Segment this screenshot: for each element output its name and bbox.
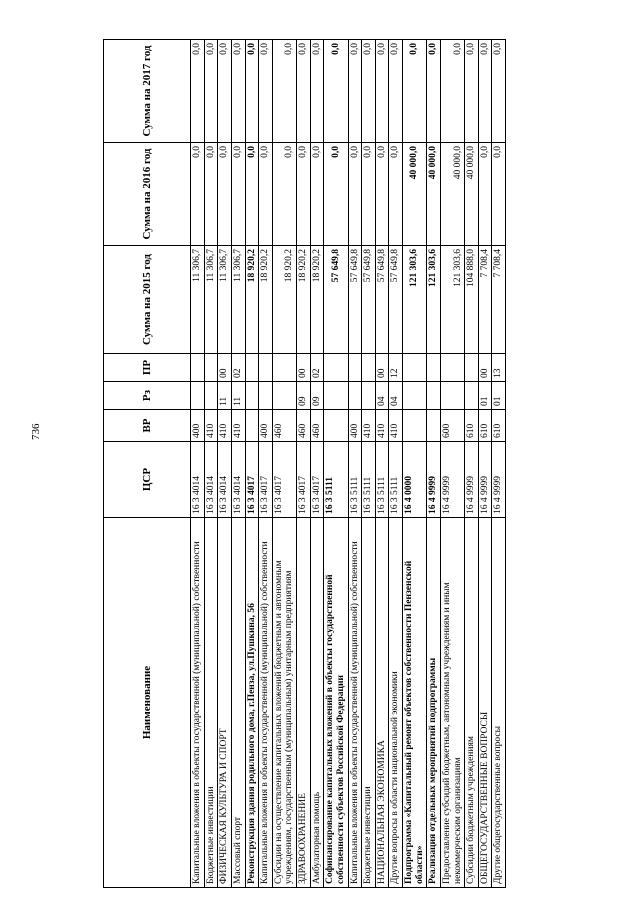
row-name: ЗДРАВООХРАНЕНИЕ <box>297 518 311 888</box>
row-pr <box>259 354 273 382</box>
row-amount-2016: 40 000,0 <box>403 143 427 246</box>
row-pr <box>324 354 348 382</box>
row-name: Другие общегосударственные вопросы <box>492 518 506 888</box>
row-amount-2016: 0,0 <box>204 143 218 246</box>
row-pr: 00 <box>297 354 311 382</box>
table-row <box>310 40 324 888</box>
row-name: Капитальные вложения в объекты государственной (муниципальной) собственности <box>259 518 273 888</box>
row-amount-2015: 18 920,2 <box>272 246 296 354</box>
row-name: Бюджетные инвестиции <box>204 518 218 888</box>
table-row <box>465 40 479 888</box>
budget-table <box>103 39 506 888</box>
row-amount-2015: 57 649,8 <box>389 246 403 354</box>
row-amount-2015: 11 306,7 <box>191 246 205 354</box>
table-row <box>375 40 389 888</box>
row-name: ОБЩЕГОСУДАРСТВЕННЫЕ ВОПРОСЫ <box>478 518 492 888</box>
row-vr: 410 <box>231 410 245 442</box>
row-name: ФИЗИЧЕСКАЯ КУЛЬТУРА И СПОРТ <box>218 518 232 888</box>
row-amount-2017: 0,0 <box>310 40 324 143</box>
row-pr <box>427 354 441 382</box>
row-csr: 16 3 4017 <box>272 442 296 518</box>
row-rz: 01 <box>492 382 506 410</box>
row-vr: 400 <box>191 410 205 442</box>
table-row <box>427 40 441 888</box>
row-csr: 16 3 5111 <box>324 442 348 518</box>
row-vr: 610 <box>492 410 506 442</box>
row-pr: 00 <box>478 354 492 382</box>
header-csr: ЦСР <box>104 442 191 518</box>
row-vr <box>427 410 441 442</box>
table-row <box>272 40 296 888</box>
table-header-row <box>104 40 191 888</box>
table-row <box>440 40 464 888</box>
table-row <box>218 40 232 888</box>
row-rz: 09 <box>310 382 324 410</box>
table-row <box>362 40 376 888</box>
table-row <box>348 40 362 888</box>
row-amount-2016: 40 000,0 <box>440 143 464 246</box>
row-amount-2017: 0,0 <box>231 40 245 143</box>
row-amount-2017: 0,0 <box>245 40 259 143</box>
row-rz <box>465 382 479 410</box>
row-rz: 04 <box>389 382 403 410</box>
row-vr <box>324 410 348 442</box>
row-amount-2017: 0,0 <box>440 40 464 143</box>
row-amount-2015: 57 649,8 <box>324 246 348 354</box>
row-rz: 04 <box>375 382 389 410</box>
row-csr: 16 4 9999 <box>427 442 441 518</box>
table-row <box>204 40 218 888</box>
row-vr: 460 <box>297 410 311 442</box>
row-amount-2015: 57 649,8 <box>362 246 376 354</box>
row-rz: 11 <box>231 382 245 410</box>
table-row <box>297 40 311 888</box>
row-amount-2015: 121 303,6 <box>427 246 441 354</box>
row-amount-2015: 121 303,6 <box>440 246 464 354</box>
row-pr <box>272 354 296 382</box>
table-row <box>492 40 506 888</box>
row-amount-2015: 104 888,0 <box>465 246 479 354</box>
row-csr: 16 3 5111 <box>348 442 362 518</box>
row-rz <box>440 382 464 410</box>
page-number: 736 <box>30 423 42 440</box>
row-amount-2017: 0,0 <box>204 40 218 143</box>
row-name: Субсидии бюджетным учреждениям <box>465 518 479 888</box>
row-pr <box>245 354 259 382</box>
row-csr: 16 3 4014 <box>191 442 205 518</box>
row-amount-2017: 0,0 <box>375 40 389 143</box>
table-body <box>191 40 506 888</box>
row-amount-2017: 0,0 <box>259 40 273 143</box>
row-amount-2016: 0,0 <box>272 143 296 246</box>
table-row <box>245 40 259 888</box>
header-2016: Сумма на 2016 год <box>104 143 191 246</box>
row-csr: 16 4 9999 <box>440 442 464 518</box>
header-vr: ВР <box>104 410 191 442</box>
row-pr: 02 <box>231 354 245 382</box>
row-amount-2016: 0,0 <box>259 143 273 246</box>
row-amount-2015: 18 920,2 <box>297 246 311 354</box>
row-csr: 16 3 5111 <box>389 442 403 518</box>
row-amount-2017: 0,0 <box>324 40 348 143</box>
row-amount-2017: 0,0 <box>465 40 479 143</box>
row-name: Массовый спорт <box>231 518 245 888</box>
row-name: НАЦИОНАЛЬНАЯ ЭКОНОМИКА <box>375 518 389 888</box>
row-amount-2016: 0,0 <box>310 143 324 246</box>
row-rz: 11 <box>218 382 232 410</box>
row-vr: 400 <box>259 410 273 442</box>
row-amount-2016: 0,0 <box>492 143 506 246</box>
row-name: Амбулаторная помощь <box>310 518 324 888</box>
row-name: Капитальные вложения в объекты государственной (муниципальной) собственности <box>191 518 205 888</box>
row-pr: 00 <box>218 354 232 382</box>
row-amount-2016: 0,0 <box>231 143 245 246</box>
row-vr: 410 <box>375 410 389 442</box>
row-pr <box>348 354 362 382</box>
row-amount-2017: 0,0 <box>427 40 441 143</box>
row-amount-2015: 57 649,8 <box>348 246 362 354</box>
row-amount-2015: 18 920,2 <box>259 246 273 354</box>
row-amount-2016: 40 000,0 <box>465 143 479 246</box>
row-name: Реконструкция здания родильного дома, г.Пенза, ул.Пушкина, 56 <box>245 518 259 888</box>
row-amount-2016: 0,0 <box>362 143 376 246</box>
row-vr: 460 <box>310 410 324 442</box>
row-pr: 00 <box>375 354 389 382</box>
row-csr: 16 3 4017 <box>245 442 259 518</box>
row-amount-2015: 11 306,7 <box>218 246 232 354</box>
header-rz: Рз <box>104 382 191 410</box>
row-amount-2017: 0,0 <box>403 40 427 143</box>
row-rz: 09 <box>297 382 311 410</box>
row-rz <box>324 382 348 410</box>
row-csr: 16 4 9999 <box>465 442 479 518</box>
row-amount-2016: 0,0 <box>297 143 311 246</box>
row-csr: 16 4 9999 <box>478 442 492 518</box>
row-csr: 16 3 4014 <box>231 442 245 518</box>
row-rz <box>403 382 427 410</box>
row-amount-2016: 0,0 <box>375 143 389 246</box>
row-amount-2015: 18 920,2 <box>310 246 324 354</box>
row-amount-2017: 0,0 <box>348 40 362 143</box>
row-csr: 16 3 4017 <box>310 442 324 518</box>
table-row <box>231 40 245 888</box>
table-row <box>259 40 273 888</box>
row-csr: 16 3 4014 <box>218 442 232 518</box>
row-pr <box>191 354 205 382</box>
row-amount-2017: 0,0 <box>389 40 403 143</box>
row-amount-2015: 57 649,8 <box>375 246 389 354</box>
row-amount-2016: 0,0 <box>348 143 362 246</box>
row-amount-2015: 7 708,4 <box>492 246 506 354</box>
row-name: Реализация отдельных мероприятий подпрограммы <box>427 518 441 888</box>
row-vr: 610 <box>465 410 479 442</box>
row-rz <box>191 382 205 410</box>
row-amount-2017: 0,0 <box>492 40 506 143</box>
row-vr: 600 <box>440 410 464 442</box>
row-vr: 610 <box>478 410 492 442</box>
row-pr <box>362 354 376 382</box>
row-amount-2016: 0,0 <box>324 143 348 246</box>
row-pr <box>204 354 218 382</box>
row-rz <box>245 382 259 410</box>
row-name: Субсидии на осуществление капитальных вложений бюджетным и автономным учреждениям, государственным (муниципальным) унитарным предприятиям <box>272 518 296 888</box>
row-name: Другие вопросы в области национальной экономики <box>389 518 403 888</box>
table-row <box>403 40 427 888</box>
row-vr <box>403 410 427 442</box>
table-row <box>389 40 403 888</box>
row-amount-2015: 7 708,4 <box>478 246 492 354</box>
row-pr: 12 <box>389 354 403 382</box>
row-pr: 02 <box>310 354 324 382</box>
row-amount-2015: 11 306,7 <box>231 246 245 354</box>
row-vr: 410 <box>218 410 232 442</box>
row-amount-2015: 121 303,6 <box>403 246 427 354</box>
row-amount-2017: 0,0 <box>272 40 296 143</box>
row-vr: 460 <box>272 410 296 442</box>
row-rz <box>204 382 218 410</box>
header-name: Наименование <box>104 518 191 888</box>
row-amount-2016: 0,0 <box>218 143 232 246</box>
row-vr: 400 <box>348 410 362 442</box>
row-pr <box>465 354 479 382</box>
row-amount-2016: 40 000,0 <box>427 143 441 246</box>
row-csr: 16 4 0000 <box>403 442 427 518</box>
row-csr: 16 4 9999 <box>492 442 506 518</box>
header-2015: Сумма на 2015 год <box>104 246 191 354</box>
row-vr: 410 <box>362 410 376 442</box>
row-rz: 01 <box>478 382 492 410</box>
row-csr: 16 3 4017 <box>259 442 273 518</box>
table-row <box>478 40 492 888</box>
row-name: Софинансирование капитальных вложений в объекты государственной собственности субъектов Российской Федерации <box>324 518 348 888</box>
row-amount-2017: 0,0 <box>478 40 492 143</box>
table-row <box>191 40 205 888</box>
row-pr: 13 <box>492 354 506 382</box>
row-amount-2016: 0,0 <box>389 143 403 246</box>
row-csr: 16 3 4014 <box>204 442 218 518</box>
row-vr <box>245 410 259 442</box>
header-2017: Сумма на 2017 год <box>104 40 191 143</box>
row-name: Подпрограмма «Капитальный ремонт объектов собственности Пензенской области» <box>403 518 427 888</box>
row-name: Бюджетные инвестиции <box>362 518 376 888</box>
table-row <box>324 40 348 888</box>
row-rz <box>348 382 362 410</box>
row-rz <box>427 382 441 410</box>
header-pr: ПР <box>104 354 191 382</box>
row-vr: 410 <box>204 410 218 442</box>
row-amount-2016: 0,0 <box>191 143 205 246</box>
row-name: Предоставление субсидий бюджетным, автономным учреждениям и иным некоммерческим организациям <box>440 518 464 888</box>
row-amount-2017: 0,0 <box>191 40 205 143</box>
row-rz <box>272 382 296 410</box>
row-pr <box>440 354 464 382</box>
row-csr: 16 3 5111 <box>375 442 389 518</box>
row-csr: 16 3 5111 <box>362 442 376 518</box>
row-amount-2016: 0,0 <box>245 143 259 246</box>
row-rz <box>362 382 376 410</box>
row-rz <box>259 382 273 410</box>
row-amount-2016: 0,0 <box>478 143 492 246</box>
row-name: Капитальные вложения в объекты государственной (муниципальной) собственности <box>348 518 362 888</box>
row-amount-2015: 11 306,7 <box>204 246 218 354</box>
row-amount-2017: 0,0 <box>362 40 376 143</box>
row-amount-2015: 18 920,2 <box>245 246 259 354</box>
row-amount-2017: 0,0 <box>297 40 311 143</box>
row-csr: 16 3 4017 <box>297 442 311 518</box>
budget-table-container <box>103 40 506 888</box>
row-pr <box>403 354 427 382</box>
row-vr: 410 <box>389 410 403 442</box>
row-amount-2017: 0,0 <box>218 40 232 143</box>
